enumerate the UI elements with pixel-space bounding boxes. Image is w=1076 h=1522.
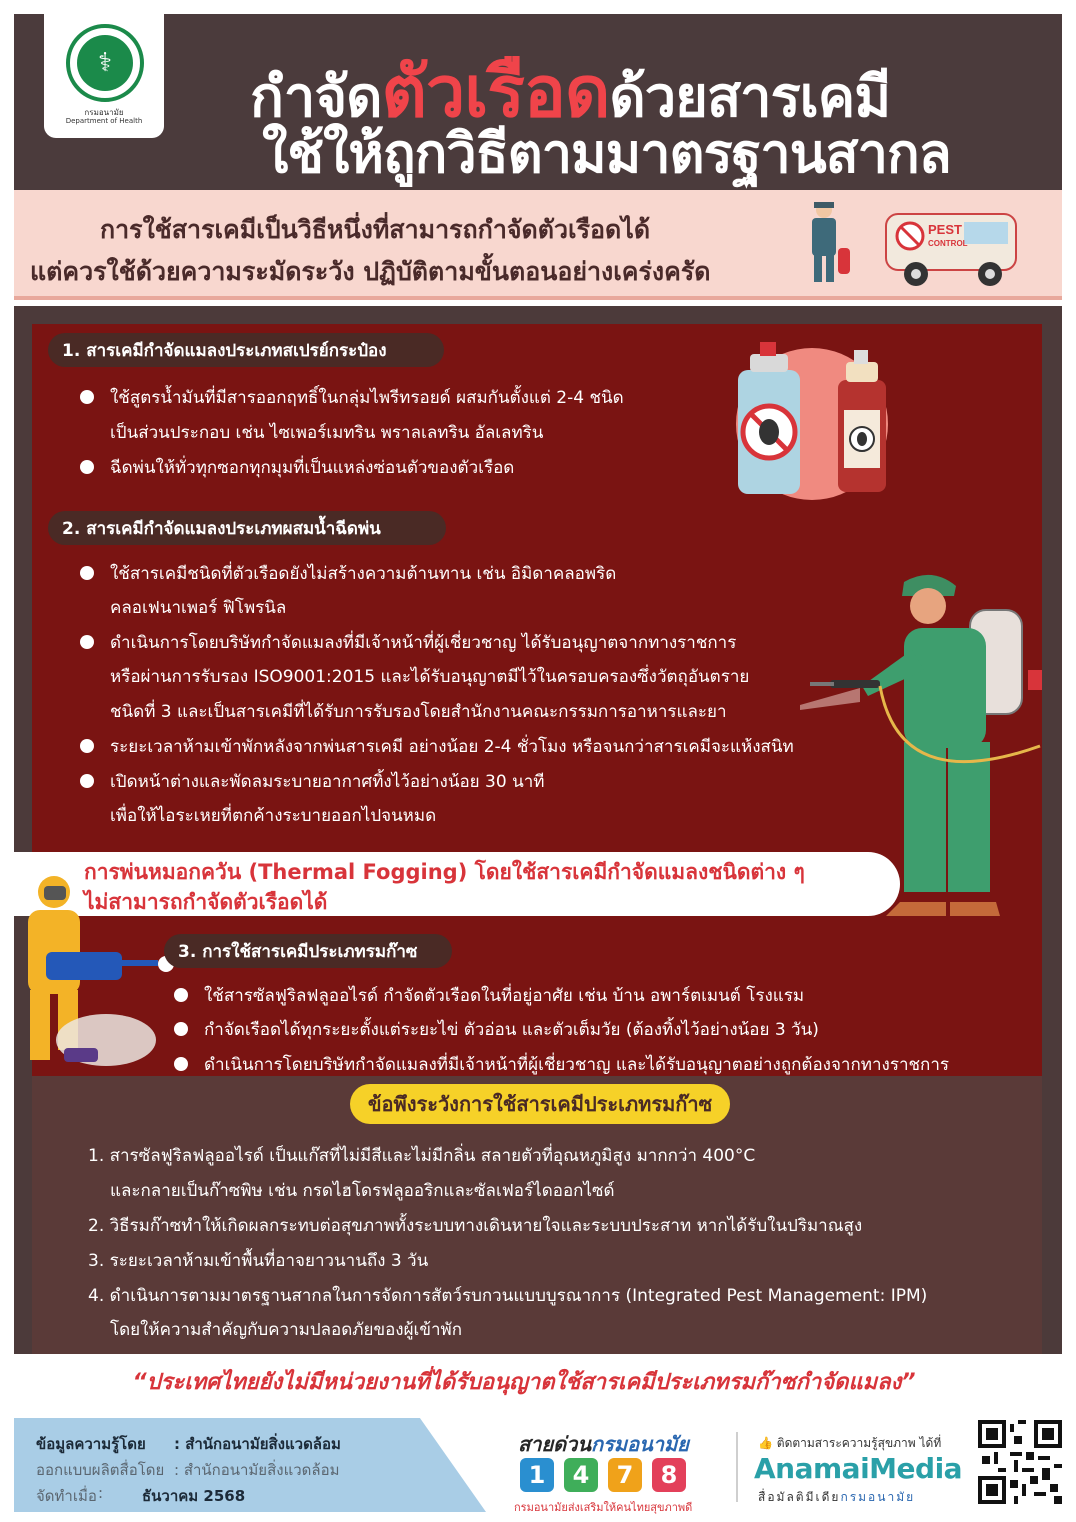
caution-line: โดยให้ความสำคัญกับความปลอดภัยของผู้เข้าพัก — [110, 1320, 463, 1340]
section2-title: 2. สารเคมีกำจัดแมลงประเภทผสมน้ำฉีดพ่น — [48, 511, 446, 545]
hotline-slogan: กรมอนามัยส่งเสริมให้คนไทยสุขภาพดี — [514, 1501, 693, 1514]
footer-divider — [736, 1432, 738, 1502]
spray-cans-illustration — [722, 340, 902, 500]
caution-line: 3. ระยะเวลาห้ามเข้าพื้นที่อาจยาวนานถึง 3 วัน — [88, 1251, 429, 1271]
intro-line2: แต่ควรใช้ด้วยความระมัดระวัง ปฏิบัติตามขั้นตอนอย่างเคร่งครัด — [30, 257, 711, 286]
van-icon — [886, 214, 1016, 286]
section1-line: ฉีดพ่นให้ทั่วทุกซอกทุกมุมที่เป็นแหล่งซ่อนตัวของตัวเรือด — [110, 454, 514, 481]
logo-text-th: กรมอนามัย — [84, 108, 124, 117]
hotline-digit: 7 — [608, 1458, 642, 1492]
fogger-worker-illustration — [6, 870, 190, 1070]
caution-line: 1. สารซัลฟูริลฟลูออไรด์ เป็นแก๊สที่ไม่มีสีและไม่มีกลิ่น สลายตัวที่อุณหภูมิสูง มากกว่า 400°C — [88, 1146, 756, 1166]
hotline-name: กรมอนามัย — [591, 1432, 689, 1456]
section2-line: เปิดหน้าต่างและพัดลมระบายอากาศทิ้งไว้อย่างน้อย 30 นาที — [110, 768, 544, 795]
credit-design-value: : สำนักอนามัยสิ่งแวดล้อม — [174, 1461, 340, 1479]
hotline-digit: 1 — [520, 1458, 554, 1492]
credit-date-colon: : — [98, 1484, 104, 1502]
caution-line: 4. ดำเนินการตามมาตรฐานสากลในการจัดการสัตว์รบกวนแบบบูรณาการ (Integrated Pest Management: IPM) — [88, 1286, 928, 1306]
final-note: “ประเทศไทยยังไม่มีหน่วยงานที่ได้รับอนุญาตใช้สารเคมีประเภทรมก๊าซกำจัดแมลง” — [132, 1370, 916, 1395]
fogging-warning-line2: ไม่สามารถกำจัดตัวเรือดได้ — [84, 890, 328, 914]
thumbs-up-icon: 👍 — [758, 1436, 773, 1450]
credit-info-row — [36, 1432, 341, 1456]
hotline-title — [518, 1428, 689, 1460]
logo-text-en: Department of Health — [65, 117, 143, 125]
section2-line: ใช้สารเคมีชนิดที่ตัวเรือดยังไม่สร้างความต้านทาน เช่น อิมิดาคลอพริด — [110, 560, 616, 587]
credit-info-value: : สำนักอนามัยสิ่งแวดล้อม — [174, 1435, 341, 1453]
svg-text:CONTROL: CONTROL — [928, 239, 968, 248]
title-highlight: ตัวเรือด — [381, 51, 610, 133]
credit-design-row — [36, 1458, 340, 1482]
section3-line: ใช้สารซัลฟูริลฟลูออไรด์ กำจัดตัวเรือดในที่อยู่อาศัย เช่น บ้าน อพาร์ตเมนต์ โรงแรม — [204, 982, 804, 1009]
section2-line: หรือผ่านการรับรอง ISO9001:2015 และได้รับอนุญาตมีไว้ในครอบครองซึ่งวัตถุอันตราย — [110, 667, 750, 687]
intro-band — [14, 190, 1062, 300]
section2-line: ชนิดที่ 3 และเป็นสารเคมีที่ได้รับการรับรองโดยสำนักงานคณะกรรมการอาหารและยา — [110, 702, 727, 722]
caution-title: ข้อพึงระวังการใช้สารเคมีประเภทรมก๊าซ — [350, 1084, 730, 1124]
section2-line: ระยะเวลาห้ามเข้าพักหลังจากพ่นสารเคมี อย่างน้อย 2-4 ชั่วโมง หรือจนกว่าสารเคมีจะแห้งสนิท — [110, 733, 794, 760]
section1-line: เป็นส่วนประกอบ เช่น ไซเพอร์เมทริน พราลเลทริน อัลเลทริน — [110, 423, 544, 443]
qr-code-icon[interactable] — [978, 1420, 1062, 1504]
section1-line: ใช้สูตรน้ำมันที่มีสารออกฤทธิ์ในกลุ่มไพรีทรอยด์ ผสมกันตั้งแต่ 2-4 ชนิด — [110, 384, 624, 411]
caution-line: 2. วิธีรมก๊าซทำให้เกิดผลกระทบต่อสุขภาพทั้งระบบทางเดินหายใจและระบบประสาท หากได้รับในปริมาณสูง — [88, 1216, 863, 1236]
hazmat-worker-icon — [28, 876, 184, 1066]
follow-text — [758, 1434, 941, 1453]
brand-sub-prefix: สื่อมัลติมีเดีย — [758, 1490, 841, 1504]
credit-date-label: จัดทำเมื่อ — [36, 1487, 97, 1505]
credit-design-label: ออกแบบผลิตสื่อโดย — [36, 1461, 165, 1479]
anamai-media-logo: AnamaiMedia — [754, 1452, 963, 1485]
hotline-digit: 8 — [652, 1458, 686, 1492]
intro-line1: การใช้สารเคมีเป็นวิธีหนึ่งที่สามารถกำจัดตัวเรือดได้ — [100, 215, 651, 244]
follow-label: ติดตามสาระความรู้สุขภาพ ได้ที่ — [776, 1436, 942, 1450]
section2-line: ดำเนินการโดยบริษัทกำจัดแมลงที่มีเจ้าหน้าที่ผู้เชี่ยวชาญ ได้รับอนุญาตจากทางราชการ — [110, 629, 736, 656]
ministry-logo — [44, 14, 164, 138]
caution-line: และกลายเป็นก๊าซพิษ เช่น กรดไฮโดรฟลูออริกและซัลเฟอร์ไดออกไซด์ — [110, 1181, 615, 1201]
section2-line: คลอเฟนาเพอร์ ฟิโพรนิล — [110, 598, 287, 618]
svg-text:PEST: PEST — [928, 222, 962, 237]
pest-control-illustration — [794, 196, 1054, 292]
hotline-prefix: สายด่วน — [518, 1432, 592, 1456]
brand-sub-suffix: กรมอนามัย — [840, 1490, 916, 1504]
hotline-digit: 4 — [564, 1458, 598, 1492]
fogging-warning-line1: การพ่นหมอกควัน (Thermal Fogging) โดยใช้สารเคมีกำจัดแมลงชนิดต่าง ๆ — [84, 860, 805, 884]
brand-subtitle — [758, 1488, 915, 1507]
section3-title: 3. การใช้สารเคมีประเภทรมก๊าซ — [164, 934, 452, 968]
section3-line: กำจัดเรือดได้ทุกระยะตั้งแต่ระยะไข่ ตัวอ่อน และตัวเต็มวัย (ต้องทิ้งไว้อย่างน้อย 3 วัน) — [204, 1016, 819, 1043]
credit-date-value: ธันวาคม 2568 — [142, 1487, 246, 1505]
section3-line: ดำเนินการโดยบริษัทกำจัดแมลงที่มีเจ้าหน้าที่ผู้เชี่ยวชาญ และได้รับอนุญาตอย่างถูกต้องจากทางราชการ — [204, 1051, 949, 1078]
section1-title: 1. สารเคมีกำจัดแมลงประเภทสเปรย์กระป๋อง — [48, 333, 444, 367]
ministry-emblem-icon: ⚕ — [66, 24, 144, 102]
section2-line: เพื่อให้ไอระเหยที่ตกค้างระบายออกไปจนหมด — [110, 806, 437, 826]
title-suffix: ด้วยสารเคมี — [609, 65, 891, 130]
page-title-line2: ใช้ให้ถูกวิธีตามมาตรฐานสากล — [262, 122, 951, 185]
credit-info-label: ข้อมูลความรู้โดย — [36, 1435, 146, 1453]
title-prefix: กำจัด — [250, 65, 382, 130]
worker-icon — [812, 202, 850, 282]
credit-date-row — [36, 1484, 246, 1508]
